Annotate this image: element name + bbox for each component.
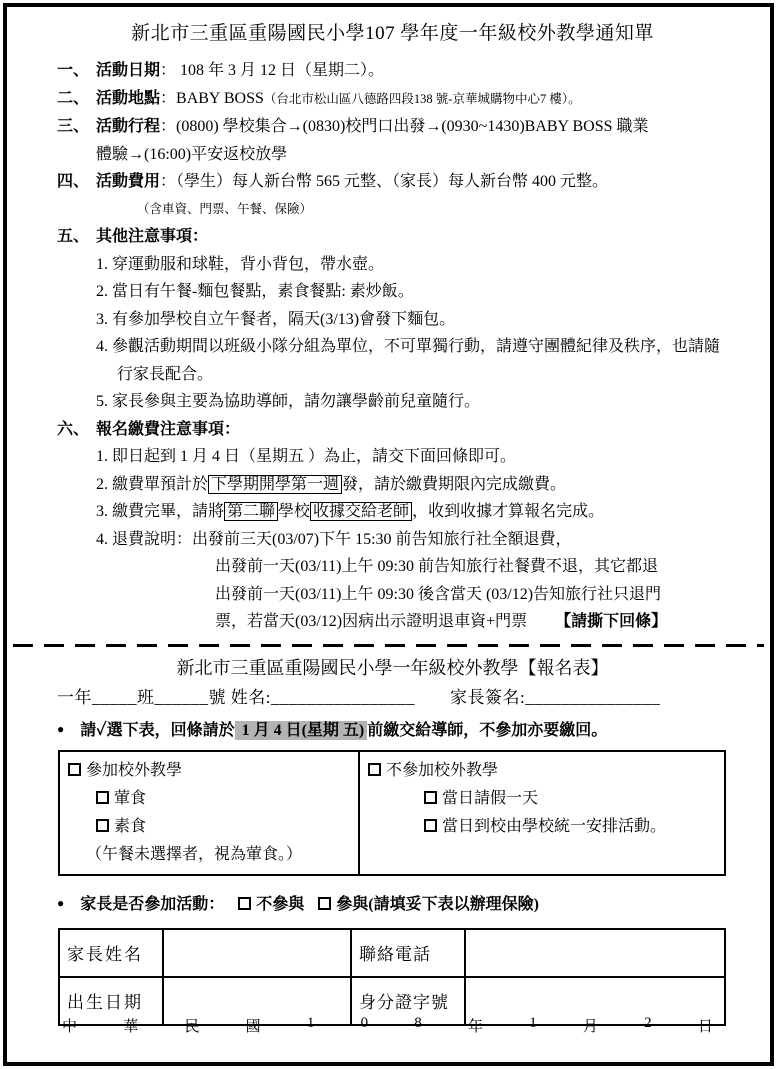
item-label-date: 活動日期 xyxy=(96,62,161,79)
contact-phone-field[interactable] xyxy=(465,929,725,977)
item-text-itinerary-line1: ：(0800) 學校集合→(0830)校門口出發→(0930~1430)BABY BOSS 職業 xyxy=(160,118,649,135)
roc-date-char: 日 xyxy=(697,1019,713,1035)
roc-date-char: 中 xyxy=(62,1019,78,1035)
item-label-location: 活動地點 xyxy=(96,89,161,107)
deadline-post-text: 前繳交給導師，不參加亦要繳回。 xyxy=(367,721,608,739)
item-number: 三、 xyxy=(57,118,90,135)
parent-participation-bullet xyxy=(57,889,728,919)
notice-item-other-notes xyxy=(57,223,728,251)
payment-note-2-post: 發，請於繳費期限內完成繳費。 xyxy=(342,475,567,493)
notice-item-payment-notes xyxy=(57,416,728,444)
leave-option xyxy=(424,785,716,813)
payment-note-3-mid: 學校 xyxy=(278,503,311,520)
other-note-3: 3. 有參加學校自立午餐者，隔天(3/13)會發下麵包。 xyxy=(96,310,456,328)
other-note-1: 1. 穿運動服和球鞋，背小背包，帶水壺。 xyxy=(96,255,385,273)
payment-note-1: 1. 即日起到 1 月 4 日（星期五 ）為止，請交下面回條即可。 xyxy=(96,448,517,465)
checkbox-attend[interactable] xyxy=(68,763,81,776)
contact-phone-label: 聯絡電話 xyxy=(351,929,465,977)
leave-label: 當日請假一天 xyxy=(442,789,539,807)
meal-default-note: （午餐未選擇者，視為葷食。） xyxy=(86,845,303,863)
other-note-2: 2. 當日有午餐-麵包餐點，素食餐點: 素炒飯。 xyxy=(96,283,414,300)
stay-at-school-label: 當日到校由學校統一安排活動。 xyxy=(442,817,667,835)
notice-item-location xyxy=(57,85,728,114)
table-row xyxy=(59,929,725,977)
notice-item-date xyxy=(57,57,728,85)
not-attend-label: 不參加校外教學 xyxy=(386,761,499,779)
stay-at-school-option xyxy=(424,813,716,841)
not-attend-cell xyxy=(359,751,725,875)
other-note-5: 5. 家長參與主要為協助導師，請勿讓學齡前兒童隨行。 xyxy=(96,393,481,410)
roc-date-line xyxy=(62,1015,713,1036)
refund-policy-line3: 出發前一天(03/11)上午 09:30 後含當天 (03/12)告知旅行社只退門 xyxy=(215,585,662,603)
roc-date-char: 國 xyxy=(245,1019,261,1035)
deadline-pre-text: 請✓選下表，回條請於 xyxy=(80,721,235,739)
bullet-icon: ● xyxy=(57,721,65,736)
item-label-fee: 活動費用 xyxy=(96,173,161,190)
checkbox-day-leave[interactable] xyxy=(424,791,437,804)
reply-deadline-bullet xyxy=(57,715,728,745)
refund-policy-line4 xyxy=(215,608,728,636)
checkbox-stay-at-school[interactable] xyxy=(424,819,437,832)
item-number: 四、 xyxy=(57,173,90,190)
tear-off-dashed-line xyxy=(13,644,764,647)
checkbox-parent-not-join[interactable] xyxy=(238,897,251,910)
payment-note-3 xyxy=(96,498,728,526)
item-label-itinerary: 活動行程 xyxy=(96,118,161,135)
roc-date-char: 1 xyxy=(529,1015,537,1031)
item-number: 二、 xyxy=(57,89,90,107)
item-label-other-notes: 其他注意事項： xyxy=(96,228,209,245)
notice-item-fee xyxy=(57,168,728,196)
item-text-location-address: （台北市松山區八德路四段138 號-京華城購物中心7 樓）。 xyxy=(263,91,581,106)
payment-note-3-pre: 3. 繳費完畢，請將 xyxy=(96,503,225,520)
choice-table xyxy=(58,750,726,876)
refund-policy-line1: 4. 退費說明：出發前三天(03/07)下午 15:30 前告知旅行社全額退費， xyxy=(96,530,572,548)
checkbox-parent-join[interactable] xyxy=(318,897,331,910)
item-number: 六、 xyxy=(57,420,90,438)
refund-policy-line4-text: 票，若當天(03/12)因病出示證明退車資+門票 xyxy=(215,613,528,630)
notice-page xyxy=(3,3,774,1066)
roc-date-char: 8 xyxy=(414,1015,422,1031)
parent-join-label: 參與(請填妥下表以辦理保險) xyxy=(336,895,539,913)
checkbox-not-attend[interactable] xyxy=(368,763,381,776)
payment-note-3-box1: 第二聯 xyxy=(224,502,278,521)
parent-info-table xyxy=(58,928,726,1026)
meat-meal-option xyxy=(96,785,350,813)
reply-form-title: 新北市三重區重陽國民小學一年級校外教學【報名表】 xyxy=(176,657,609,678)
payment-note-2-boxed-text: 下學期開學第一週 xyxy=(208,475,342,494)
meat-meal-label: 葷食 xyxy=(114,789,147,807)
tear-off-note: 【請撕下回條】 xyxy=(555,613,668,630)
fee-includes-note: （含車資、門票、午餐、保險） xyxy=(137,201,313,216)
notice-content xyxy=(7,7,770,1026)
payment-note-2-pre: 2. 繳費單預計於 xyxy=(96,475,209,493)
id-number-label: 身分證字號 xyxy=(351,977,465,1025)
roc-date-char: 2 xyxy=(644,1015,652,1031)
student-info-line: 一年_____班______號 姓名:________________ 家長簽名:_______________ xyxy=(57,687,661,707)
item-text-fee: ：（學生）每人新台幣 565 元整、（家長）每人新台幣 400 元整。 xyxy=(160,173,609,190)
roc-date-char: 月 xyxy=(582,1019,598,1035)
document-title: 新北市三重區重陽國民小學107 學年度一年級校外教學通知單 xyxy=(131,23,654,44)
attend-option xyxy=(68,757,350,785)
other-note-4: 4. 參觀活動期間以班級小隊分組為單位，不可單獨行動，請遵守團體紀律及秩序，也請隨行家長配合。 xyxy=(96,338,721,383)
roc-date-char: 華 xyxy=(123,1019,139,1035)
payment-note-3-box2: 收據交給老師 xyxy=(310,502,412,521)
bullet-icon: ● xyxy=(57,895,65,910)
choice-table-row xyxy=(59,751,725,875)
item-label-payment-notes: 報名繳費注意事項： xyxy=(96,420,241,438)
attend-label: 參加校外教學 xyxy=(86,761,183,779)
refund-policy-line2: 出發前一天(03/11)上午 09:30 前告知旅行社餐費不退，其它都退 xyxy=(215,558,658,575)
roc-date-char: 0 xyxy=(360,1015,369,1031)
birth-date-label: 出生日期 xyxy=(59,977,163,1025)
item-number: 五、 xyxy=(57,228,90,245)
item-number: 一、 xyxy=(57,62,90,79)
checkbox-veg-meal[interactable] xyxy=(96,819,109,832)
parent-not-join-label: 不參與 xyxy=(256,895,305,913)
payment-note-3-post: ，收到收據才算報名完成。 xyxy=(412,503,605,520)
not-attend-option xyxy=(368,757,716,785)
veg-meal-label: 素食 xyxy=(114,817,147,835)
item-text-date: ： 108 年 3 月 12 日（星期二）。 xyxy=(160,62,385,79)
payment-note-2 xyxy=(96,471,728,499)
roc-date-char: 1 xyxy=(306,1015,315,1031)
notice-item-itinerary xyxy=(57,113,728,141)
attend-cell xyxy=(59,751,359,875)
roc-date-char: 年 xyxy=(467,1019,483,1035)
parent-name-label: 家長姓名 xyxy=(59,929,163,977)
parent-participation-label: 家長是否參加活動： xyxy=(80,895,225,913)
veg-meal-option xyxy=(96,813,350,841)
checkbox-meat-meal[interactable] xyxy=(96,791,109,804)
itinerary-continuation: 體驗→(16:00)平安返校放學 xyxy=(96,145,288,163)
roc-date-char: 民 xyxy=(184,1019,200,1035)
item-text-location: ：BABY BOSS xyxy=(160,89,264,107)
deadline-highlight: 1 月 4 日(星期 五) xyxy=(235,721,368,740)
parent-name-field[interactable] xyxy=(163,929,351,977)
